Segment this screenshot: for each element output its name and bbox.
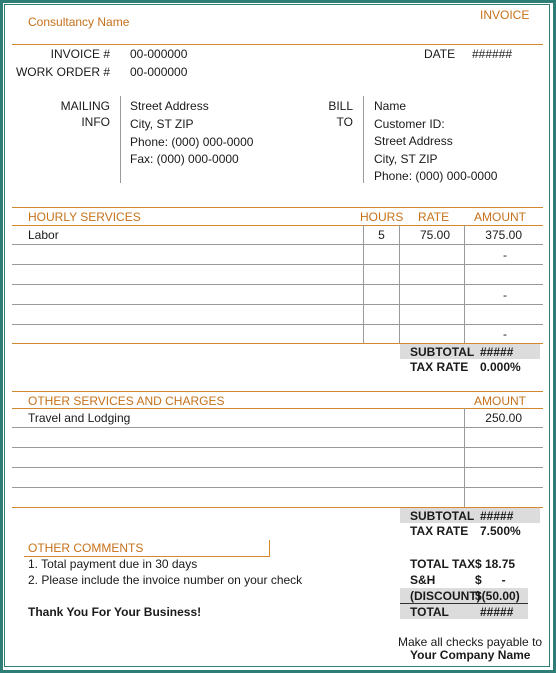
mailing-line: Street Address xyxy=(130,99,209,113)
invoice-title: INVOICE xyxy=(480,8,530,22)
hourly-row-description: Labor xyxy=(28,228,59,242)
bill-to-label: BILL xyxy=(328,99,353,113)
total-label: TOTAL xyxy=(410,605,449,619)
invoice-number-label: INVOICE # xyxy=(50,47,110,61)
bill-to-line: Name xyxy=(374,99,407,113)
row-divider xyxy=(12,304,543,305)
discount-value: $(50.00) xyxy=(475,589,520,603)
row-divider xyxy=(12,487,543,488)
company-payable-name: Your Company Name xyxy=(410,648,531,662)
hourly-row-amount: 375.00 xyxy=(485,228,522,242)
shipping-label: S&H xyxy=(410,573,436,587)
comment-line: 2. Please include the invoice number on your check xyxy=(28,573,303,587)
mailing-label: MAILING xyxy=(60,99,110,113)
date-value: ###### xyxy=(472,47,513,61)
thank-you-note: Thank You For Your Business! xyxy=(28,605,202,619)
hourly-row-hours: 5 xyxy=(378,228,385,242)
mailing-line: City, ST ZIP xyxy=(130,117,194,131)
hours-header: HOURS xyxy=(360,210,404,224)
bill-to-line: Customer ID: xyxy=(374,117,445,131)
row-divider xyxy=(12,447,543,448)
other-subtotal-label: SUBTOTAL xyxy=(410,509,475,523)
date-label: DATE xyxy=(424,47,456,61)
mailing-label-2: INFO xyxy=(81,115,110,129)
header-rule xyxy=(12,44,543,45)
hourly-subtotal-label: SUBTOTAL xyxy=(410,345,475,359)
row-divider xyxy=(12,467,543,468)
hourly-tax-rate-label: TAX RATE xyxy=(410,360,469,374)
mailing-line: Phone: (000) 000-0000 xyxy=(130,135,254,149)
comment-line: 1. Total payment due in 30 days xyxy=(28,557,198,571)
other-tax-rate-value: 7.500% xyxy=(480,524,521,538)
checks-payable-note: Make all checks payable to xyxy=(398,635,543,649)
shipping-value: $ - xyxy=(475,573,506,587)
other-amount-header: AMOUNT xyxy=(474,394,526,408)
bill-to-divider xyxy=(363,96,364,183)
row-divider xyxy=(12,324,543,325)
mailing-line: Fax: (000) 000-0000 xyxy=(130,152,239,166)
hourly-row-amount: - xyxy=(503,288,507,302)
total-rule xyxy=(400,603,528,604)
other-comments-title: OTHER COMMENTS xyxy=(28,541,144,555)
bill-to-line: City, ST ZIP xyxy=(374,152,438,166)
total-value: ##### xyxy=(480,605,514,619)
hourly-services-title: HOURLY SERVICES xyxy=(28,210,141,224)
total-tax-label: TOTAL TAX xyxy=(410,557,476,571)
other-row-description: Travel and Lodging xyxy=(28,411,131,425)
total-tax-value: $ 18.75 xyxy=(475,557,516,571)
row-divider xyxy=(12,244,543,245)
hourly-row-amount: - xyxy=(503,327,507,341)
hourly-subtotal-value: ##### xyxy=(480,345,514,359)
work-order-label: WORK ORDER # xyxy=(15,65,110,79)
row-divider xyxy=(12,284,543,285)
hourly-top-rule xyxy=(12,207,543,208)
hourly-row-rate: 75.00 xyxy=(419,228,450,242)
row-divider xyxy=(12,264,543,265)
other-tax-rate-label: TAX RATE xyxy=(410,524,469,538)
hourly-tax-rate-value: 0.000% xyxy=(480,360,521,374)
comments-rule-tick xyxy=(269,540,270,556)
rate-header: RATE xyxy=(418,210,450,224)
discount-label: (DISCOUNT) xyxy=(410,589,481,603)
amount-header: AMOUNT xyxy=(474,210,526,224)
mailing-divider xyxy=(120,96,121,183)
work-order-value: 00-000000 xyxy=(130,65,188,79)
bill-to-line: Phone: (000) 000-0000 xyxy=(374,169,498,183)
company-name: Consultancy Name xyxy=(28,15,130,29)
bill-to-line: Street Address xyxy=(374,134,453,148)
other-subtotal-value: ##### xyxy=(480,509,514,523)
hourly-row-amount: - xyxy=(503,248,507,262)
bill-to-label-2: TO xyxy=(336,115,353,129)
invoice-number-value: 00-000000 xyxy=(130,47,188,61)
row-divider xyxy=(12,427,543,428)
other-row-amount: 250.00 xyxy=(485,411,522,425)
other-services-title: OTHER SERVICES AND CHARGES xyxy=(28,394,225,408)
other-top-rule xyxy=(12,391,543,392)
